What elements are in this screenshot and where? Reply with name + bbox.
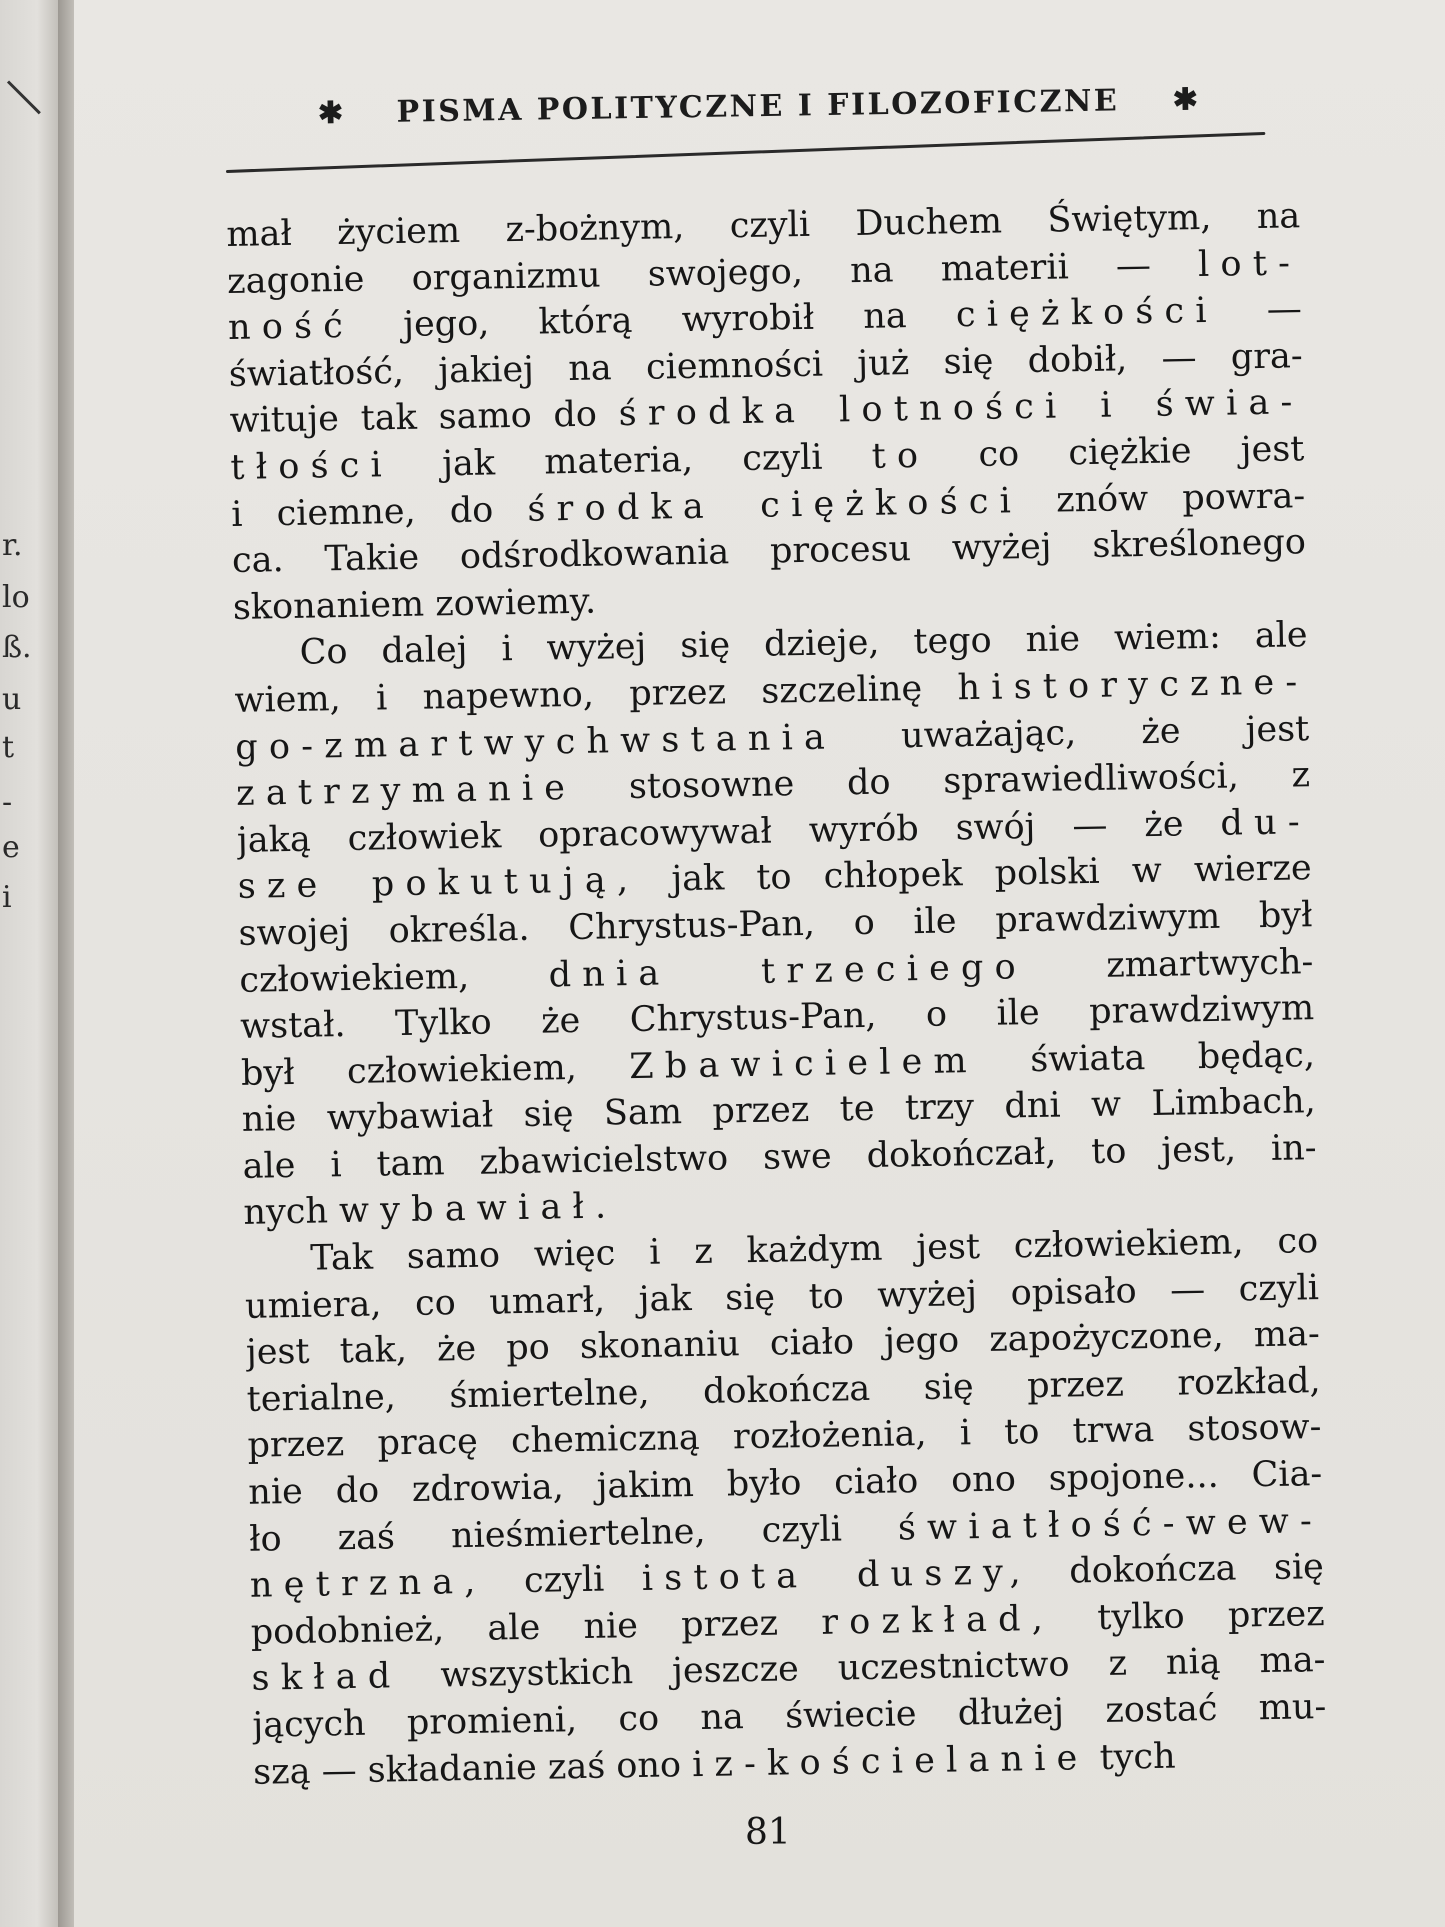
spaced-emphasis: z-kościelanie <box>714 1737 1089 1785</box>
page-number: 81 <box>745 1812 791 1853</box>
text-run: terialne, śmiertelne, dokończa się przez rozkład, <box>246 1360 1321 1420</box>
body-text <box>226 193 1327 1796</box>
spaced-emphasis: go-zmartwychwstania <box>234 716 837 768</box>
text-run: Tak samo więc i z każdym jest człowiekiem, co <box>309 1221 1319 1279</box>
text-run: wstał. Tylko że Chrystus-Pan, o ile prawdziwym <box>239 988 1315 1047</box>
text-run: nych <box>243 1191 340 1234</box>
text-run: tych <box>1088 1736 1176 1778</box>
text-run: jego, którą wyrobił na <box>353 295 957 346</box>
text-run: znów powra- <box>1021 475 1306 521</box>
spaced-emphasis: lot- <box>1197 242 1302 285</box>
margin-fragment: - <box>2 785 13 820</box>
text-run: wituje tak samo do <box>229 394 620 442</box>
text-run: zmartwych- <box>1026 941 1314 987</box>
margin-fragment: r. <box>2 528 23 563</box>
text-run: nie wybawiał się Sam przez te trzy dni w Limbach, <box>241 1081 1317 1141</box>
text-run: był człowiekiem, <box>240 1046 630 1094</box>
spaced-emphasis: tłości <box>230 445 394 488</box>
spaced-emphasis: nętrzna, <box>249 1561 487 1607</box>
text-run: umiera, co umarł, jak się to wyżej opisało — czyli <box>244 1267 1320 1327</box>
text-run: uważając, że jest <box>835 708 1310 757</box>
spaced-emphasis: istota duszy, <box>641 1552 1033 1600</box>
text-run: co ciężkie jest <box>928 429 1305 476</box>
text-run: szą — składanie zaś ono i <box>252 1744 715 1793</box>
spaced-emphasis: sze pokutują, <box>237 860 640 908</box>
pencil-mark <box>7 80 41 114</box>
spaced-emphasis: środka ciężkości <box>527 480 1023 530</box>
text-run: podobnież, ale nie przez <box>250 1602 822 1653</box>
spaced-emphasis: to <box>871 435 930 477</box>
paragraph <box>244 1218 1328 1796</box>
spaced-emphasis: skład <box>251 1656 402 1700</box>
text-run: wszystkich jeszcze uczestnictwo z nią ma- <box>401 1640 1326 1697</box>
running-header-title: PISMA POLITYCZNE I FILOZOFICZNE <box>396 83 1120 130</box>
margin-fragment: ß. <box>2 630 32 665</box>
margin-fragment: u <box>2 682 22 717</box>
spaced-emphasis: środka lotności i świa- <box>618 382 1304 435</box>
text-run: jest tak, że po skonaniu ciało jego zapożyczone, ma- <box>245 1314 1321 1374</box>
facing-page-edge <box>0 0 62 1927</box>
paragraph <box>233 613 1317 1237</box>
text-run: czyli <box>486 1559 643 1602</box>
margin-fragment: i <box>2 880 12 915</box>
text-run: zagonie organizmu swojego, na materii — <box>226 244 1199 302</box>
text-run: Co dalej i wyżej się dzieje, tego nie wiem: ale <box>299 615 1308 674</box>
spaced-emphasis: światłość-wew- <box>897 1500 1324 1549</box>
margin-fragment: e <box>2 830 20 865</box>
spaced-emphasis: zatrzymanie <box>235 768 577 815</box>
text-run: światłość, jakiej na ciemności już się dobił, — gra- <box>228 336 1304 395</box>
text-run: wiem, i napewno, przez szczelinę <box>234 668 958 721</box>
text-run: dokończa się <box>1031 1547 1325 1593</box>
asterisk-icon: ✱ <box>1172 82 1199 118</box>
text-run: jak to chłopek polski w wierze <box>638 848 1312 901</box>
text-run: swojej określa. Chrystus-Pan, o ile prawdziwym był <box>238 895 1313 954</box>
spaced-emphasis: ciężkości <box>955 290 1219 336</box>
text-run: jących promieni, co na świecie dłużej zostać mu- <box>252 1687 1327 1746</box>
spaced-emphasis: Zbawicielem <box>628 1040 979 1087</box>
margin-fragment: lo <box>2 580 30 615</box>
text-run: jak materia, czyli <box>392 436 873 486</box>
text-run: ło zaś nieśmiertelne, czyli <box>248 1508 899 1560</box>
text-run: — <box>1217 289 1303 331</box>
text-run: nie do zdrowia, jakim było ciało ono spojone... Cia- <box>248 1454 1323 1513</box>
text-run: stosowne do sprawiedliwości, z <box>575 755 1311 809</box>
spaced-emphasis: rozkład, <box>820 1598 1055 1643</box>
text-run: ale i tam zbawicielstwo swe dokończał, to jest, in- <box>242 1127 1317 1187</box>
text-run: mał życiem z-bożnym, czyli Duchem Świętym, na <box>226 196 1301 255</box>
spaced-emphasis: dnia trzeciego <box>548 946 1028 995</box>
text-run: świata będąc, <box>977 1034 1316 1081</box>
text-run: tylko przez <box>1053 1593 1325 1639</box>
spaced-emphasis: ność <box>227 305 355 349</box>
text-run: człowiekiem, <box>239 954 549 1001</box>
text-run: ca. Takie odśrodkowania procesu wyżej skreślonego <box>231 522 1307 582</box>
spaced-emphasis: historyczne- <box>957 662 1309 709</box>
text-run: przez pracę chemiczną rozłożenia, i to trwa stosow- <box>247 1407 1322 1467</box>
margin-fragment: t <box>2 730 15 765</box>
asterisk-icon: ✱ <box>317 95 344 131</box>
text-run: skonaniem zowiemy. <box>232 581 597 628</box>
text-run: jaką człowiek opracowywał wyrób swój — że <box>236 803 1221 861</box>
spaced-emphasis: wybawiał. <box>338 1186 618 1232</box>
text-run: i ciemne, do <box>230 489 528 535</box>
paragraph <box>226 193 1307 631</box>
spaced-emphasis: du- <box>1220 801 1312 844</box>
